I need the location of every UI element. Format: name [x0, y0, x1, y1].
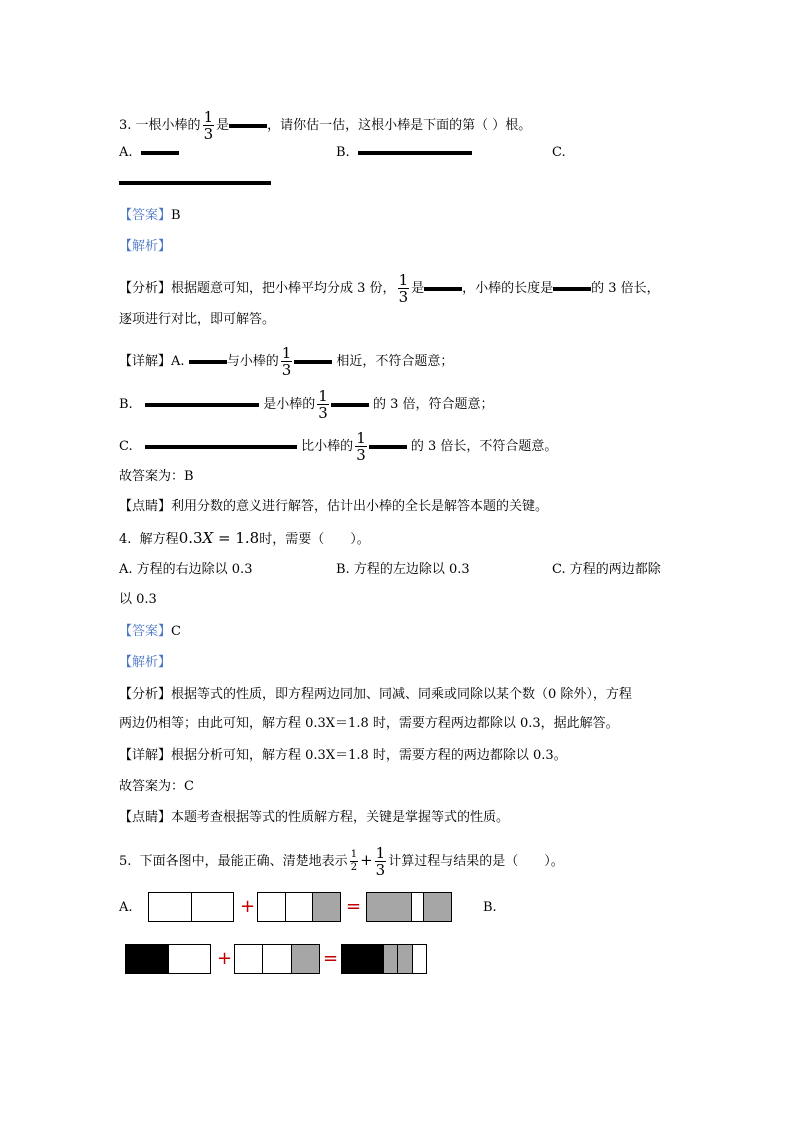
- q4-option-b: B. 方程的左边除以 0.3: [336, 562, 470, 577]
- cell: [192, 893, 234, 921]
- cell: [235, 945, 263, 973]
- cell: [258, 893, 286, 921]
- q3-option-c: C.: [552, 145, 566, 160]
- q4-final: 故答案为：C: [119, 779, 194, 794]
- q3-final: 故答案为：B: [119, 469, 194, 484]
- equation: 0.3X = 1.8: [178, 529, 260, 547]
- q4-analysis-tag: 【解析】: [119, 655, 172, 670]
- short-stick: [553, 287, 591, 291]
- short-stick: [294, 360, 332, 364]
- short-stick: [369, 445, 407, 449]
- fraction-one-half: $\frac{1}{2}$: [350, 849, 358, 873]
- q3-option-a: A.: [119, 143, 179, 163]
- cell-shaded: [424, 893, 451, 921]
- q5-stem: 5. 下面各图中，最能正确、清楚地表示 $\frac{1}{2}$ + $\frac{1}{3}$ 计算过程与结果的是（ ）。: [119, 844, 564, 879]
- cell-shaded: [292, 945, 319, 973]
- halves-bar-b: [125, 944, 211, 974]
- cell: [412, 893, 424, 921]
- q4-dianjing: 【点睛】本题考查根据等式的性质解方程，关键是掌握等式的性质。: [119, 810, 510, 825]
- cell-shaded: [313, 893, 340, 921]
- q3-xiangjie-a: 【详解】A. 与小棒的 $\frac{1}{3}$ 相近，不符合题意；: [119, 344, 454, 379]
- q3-option-b: B.: [336, 143, 472, 163]
- cell-black: [126, 945, 169, 973]
- q3-fenxi: 【分析】根据题意可知，把小棒平均分成 3 份， $\frac{1}{3}$ 是 ，小棒的长度是 的 3 倍长，: [119, 271, 660, 306]
- q3-analysis-tag: 【解析】: [119, 239, 172, 254]
- cell: [149, 893, 192, 921]
- q4-option-c-cont: 以 0.3: [119, 592, 157, 607]
- q4-xiangjie: 【详解】根据分析可知，解方程 0.3X＝1.8 时，需要方程的两边都除以 0.3。: [119, 748, 567, 763]
- q5-option-b: B.: [483, 900, 497, 915]
- cell-shaded: [367, 893, 412, 921]
- cell-shaded: [398, 945, 413, 973]
- result-bar-b: [341, 944, 427, 974]
- stick-c: [145, 445, 297, 449]
- q3-stem: 3. 一根小棒的 $\frac{1}{3}$ 是 ，请你估一估，这根小棒是下面的第（ ）根。: [119, 108, 532, 143]
- fraction-one-third: $\frac{1}{3}$: [203, 108, 214, 143]
- q4-option-c: C. 方程的两边都除: [552, 562, 661, 577]
- plus-sign: +: [217, 948, 233, 969]
- result-bar-a: [366, 892, 452, 922]
- fraction-one-third: $\frac{1}{3}$: [375, 844, 386, 879]
- stick-a: [141, 151, 179, 155]
- q3-dianjing: 【点睛】利用分数的意义进行解答，估计出小棒的全长是解答本题的关键。: [119, 499, 549, 514]
- equals-sign: =: [346, 896, 362, 917]
- thirds-bar-a: [257, 892, 341, 922]
- q3-answer: 【答案】B: [119, 208, 181, 223]
- q3-xiangjie-c: C. 比小棒的 $\frac{1}{3}$ 的 3 倍长，不符合题意。: [119, 429, 558, 464]
- cell: [169, 945, 211, 973]
- cell-black: [342, 945, 384, 973]
- halves-bar-a: [148, 892, 234, 922]
- short-stick: [229, 124, 267, 128]
- short-stick: [331, 403, 369, 407]
- stick-b: [145, 403, 259, 407]
- q3-xiangjie-b: B. 是小棒的 $\frac{1}{3}$ 的 3 倍，符合题意；: [119, 387, 494, 422]
- q4-fenxi-2: 两边仍相等；由此可知，解方程 0.3X＝1.8 时，需要方程两边都除以 0.3，据此解答。: [119, 716, 619, 731]
- stick-a: [189, 360, 227, 364]
- short-stick: [424, 287, 462, 291]
- q3-fenxi-line2: 逐项进行对比，即可解答。: [119, 312, 276, 327]
- q5-option-a: A.: [119, 900, 133, 915]
- cell: [263, 945, 291, 973]
- q4-stem: 4. 解方程0.3X = 1.8时，需要（ ）。: [119, 529, 370, 547]
- q4-answer: 【答案】C: [119, 624, 181, 639]
- plus-sign: +: [240, 896, 256, 917]
- equals-sign: =: [323, 948, 339, 969]
- stick-c: [119, 181, 271, 185]
- thirds-bar-b: [234, 944, 320, 974]
- q4-option-a: A. 方程的右边除以 0.3: [119, 562, 253, 577]
- cell-shaded: [384, 945, 399, 973]
- cell: [286, 893, 314, 921]
- q4-fenxi-1: 【分析】根据等式的性质，即方程两边同加、同减、同乘或同除以某个数（0 除外），方程: [119, 687, 632, 702]
- cell: [413, 945, 427, 973]
- stick-b: [358, 151, 472, 155]
